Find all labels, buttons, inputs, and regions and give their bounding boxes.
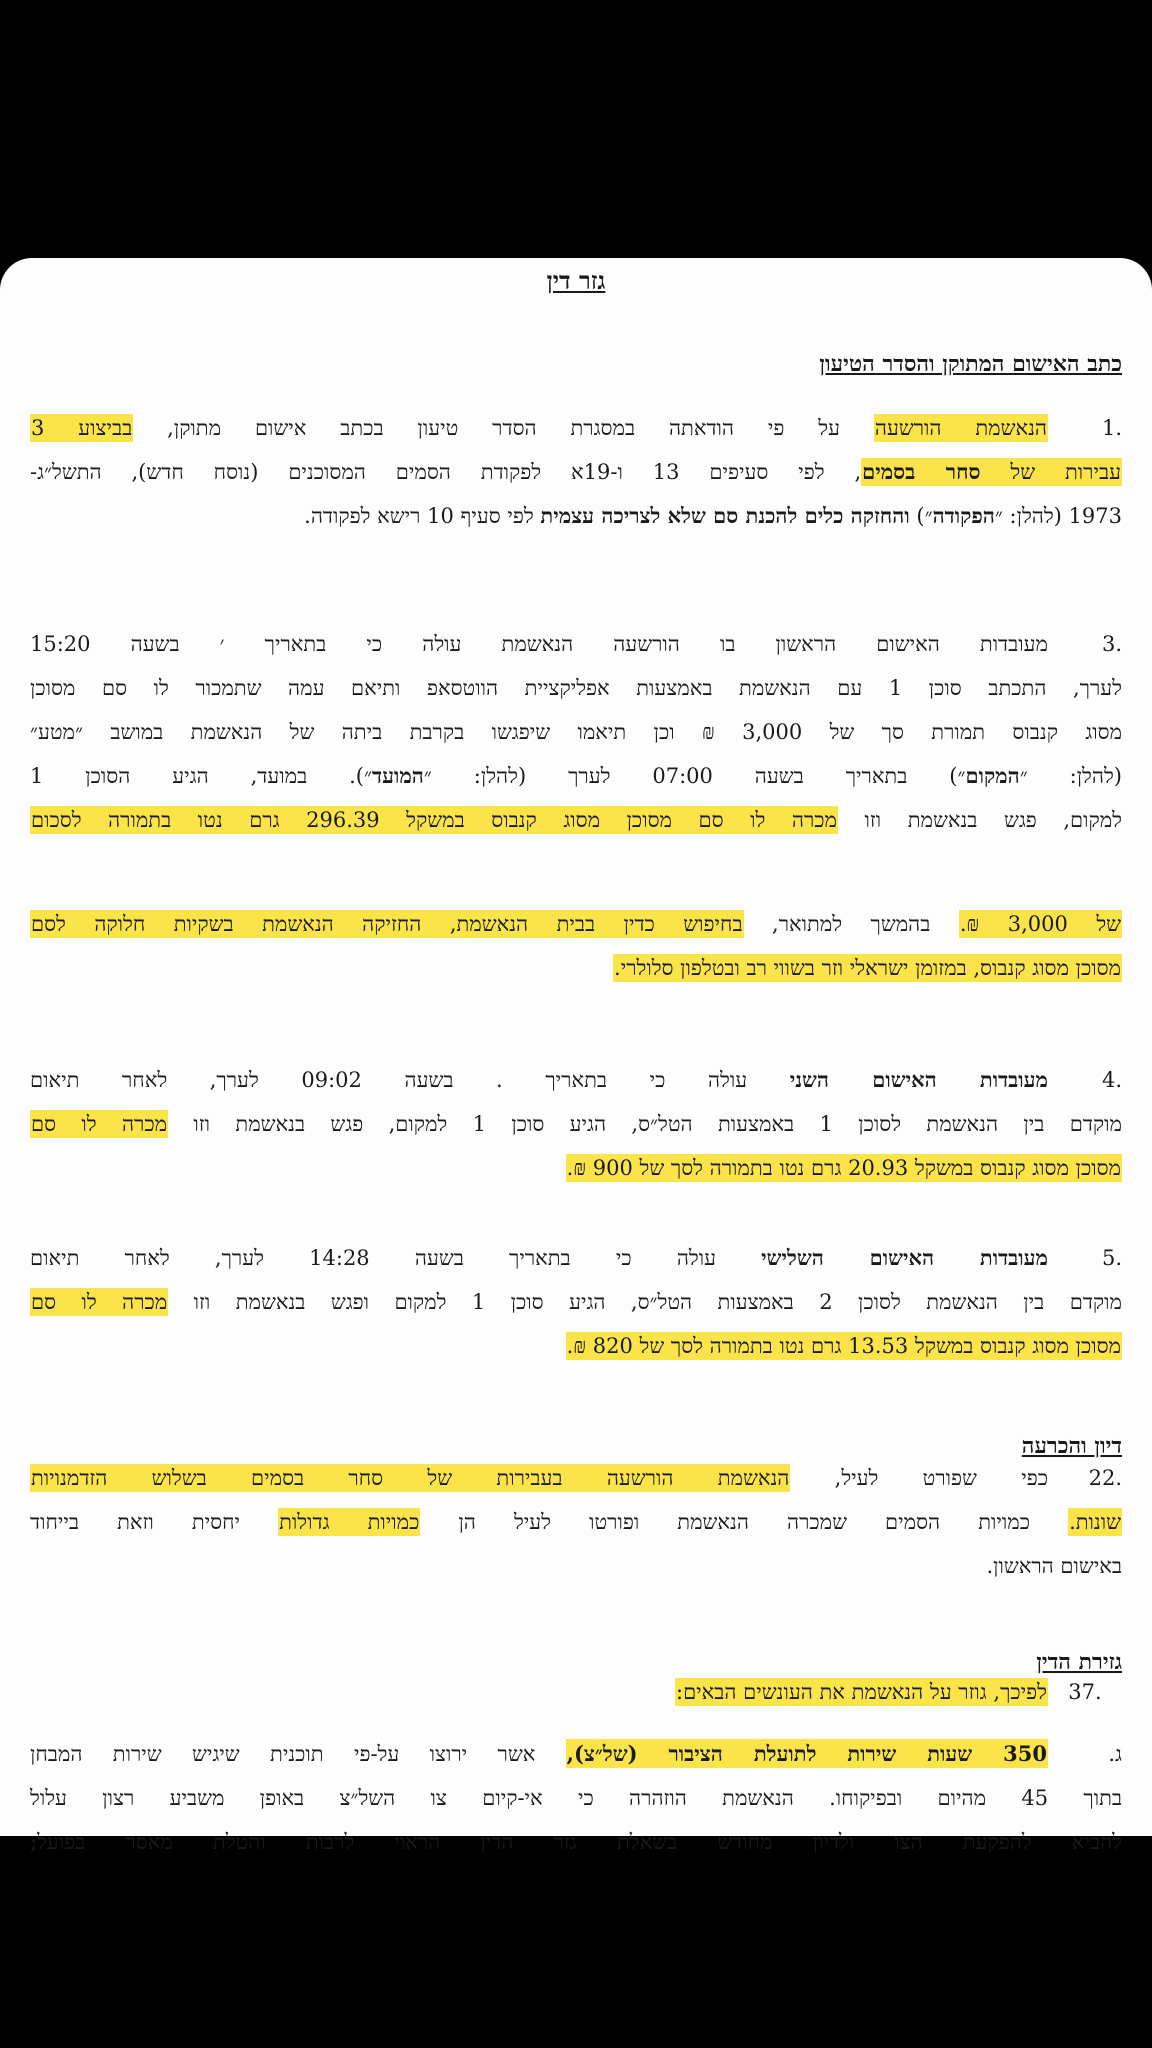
- text-run: יחסית וזאת בייחוד: [30, 1510, 279, 1534]
- text-run: , לפי סעיפים 13 ו-19א לפקודת הסמים המסוכנים (נוסח חדש), התשל״ג-: [30, 460, 862, 484]
- highlighted-text: מכרה לו סם: [31, 1112, 168, 1136]
- highlighted-text: מכרה לו סם מסוכן מסוג קנבוס במשקל 296.39 גרם נטו בתמורה לסכום: [31, 808, 837, 832]
- bold-text: מעובדות האישום השלישי: [761, 1245, 1048, 1270]
- bold-text: והחזקה כלים להכנת סם שלא לצריכה עצמית: [540, 503, 910, 528]
- document-title: גזר דין: [546, 266, 606, 295]
- text-line: להביא להפקעת הצו ולדיון מחודש בשאלת גזר הדין הראוי לרבות והטלת מאסר בפועל;: [30, 1830, 1122, 1854]
- text-run: עולה כי בתאריך . בשעה 09:02 לערך, לאחר תיאום: [30, 1068, 790, 1092]
- highlighted-text: מסוכן מסוג קנבוס במשקל 20.93 גרם נטו בתמורה לסך של 900 ₪.: [566, 1156, 1121, 1180]
- paragraph-4: [30, 1058, 1122, 1190]
- text-run: מעובדות האישום הראשון בו הורשעה הנאשמת עולה כי בתאריך ׳ בשעה 15:20: [30, 632, 1048, 656]
- text-run: עולה כי בתאריך בשעה 14:28 לערך, לאחר תיאום: [30, 1246, 762, 1270]
- section-heading-sentence: גזירת הדין: [1036, 1649, 1122, 1675]
- section-heading-indictment: כתב האישום המתוקן והסדר הטיעון: [819, 351, 1122, 377]
- paragraph-number: .5: [1101, 1246, 1122, 1270]
- paragraph-37: [30, 1670, 1122, 1714]
- highlighted-text: מסוכן מסוג קנבוס במשקל 13.53 גרם נטו בתמורה לסך של 820 ₪.: [566, 1334, 1121, 1358]
- paragraph-number: .37: [1068, 1680, 1102, 1704]
- highlighted-text: מכרה לו סם: [31, 1290, 168, 1314]
- text-line: מסוג קנבוס תמורת סך של 3,000 ₪ וכן תיאמו שיפגשו בקרבת ביתה של הנאשמת במושב ״מטע״: [30, 720, 1122, 744]
- paragraph-3-continued: [30, 902, 1122, 990]
- text-run: מוקדם בין הנאשמת לסוכן 1 באמצעות הטל״ס, הגיע סוכן 1 למקום, פגש בנאשמת וזו: [168, 1112, 1122, 1136]
- bold-text: מעובדות האישום השני: [789, 1067, 1048, 1092]
- paragraph-3: [30, 622, 1122, 842]
- paragraph-number: .22: [1088, 1466, 1122, 1490]
- text-run: כפי שפורט לעיל,: [790, 1466, 1048, 1490]
- highlighted-text: מסוכן מסוג קנבוס, במזומן ישראלי וזר בשווי רב ובטלפון סלולרי.: [614, 956, 1121, 980]
- highlighted-text: כמויות גדולות: [279, 1510, 420, 1534]
- highlighted-text: 350 שעות שירות לתועלת הציבור (של״צ),: [566, 1741, 1047, 1766]
- highlighted-text: הנאשמת הורשעה: [874, 416, 1047, 440]
- highlighted-text: שונות.: [1069, 1510, 1121, 1534]
- text-run: בהמשך למתואר,: [743, 912, 959, 936]
- highlighted-text: לפיכך, גוזר על הנאשמת את העונשים הבאים:: [676, 1680, 1047, 1704]
- paragraph-number: .1: [1101, 416, 1122, 440]
- document-page: [0, 258, 1152, 1854]
- text-line: באישום הראשון.: [986, 1554, 1122, 1578]
- text-run: אשר ירוצו על-פי תוכנית שיגיש שירות המבחן: [30, 1742, 566, 1766]
- text-line: לערך, התכתב סוכן 1 עם הנאשמת באמצעות אפליקציית הווטסאפ ותיאם עמה שתמכור לו סם מסוכן: [30, 676, 1122, 700]
- bold-text: המועד: [371, 763, 424, 788]
- paragraph-22: [30, 1456, 1122, 1588]
- paragraph-1: [30, 406, 1122, 538]
- highlighted-text: הנאשמת הורשעה בעבירות של סחר בסמים בשלוש הזדמנויות: [31, 1466, 790, 1490]
- bold-text: המקום: [965, 763, 1020, 788]
- text-line: בתוך 45 מהיום ובפיקוחו. הנאשמת הוזהרה כי אי-קיום צו השל״צ באופן משביע רצון עלול: [30, 1786, 1122, 1810]
- text-run: מוקדם בין הנאשמת לסוכן 2 באמצעות הטל״ס, הגיע סוכן 1 למקום ופגש בנאשמת וזו: [168, 1290, 1122, 1314]
- highlighted-text: של 3,000 ₪.: [959, 912, 1122, 936]
- text-run: ״): [909, 504, 933, 528]
- highlighted-text: [861, 458, 1122, 486]
- text-run: (להלן: ״: [1019, 764, 1122, 788]
- text-run: ״) בתאריך בשעה 07:00 לערך (להלן: ״: [423, 764, 966, 788]
- bold-text: הפקודה: [932, 503, 995, 528]
- text-run: עבירות של: [980, 460, 1121, 484]
- paragraph-5: [30, 1236, 1122, 1368]
- highlighted-text: בביצוע 3: [31, 416, 133, 440]
- text-run: 1973 (להלן: ״: [994, 504, 1122, 528]
- text-run: כמויות הסמים שמכרה הנאשמת ופורטו לעיל הן: [420, 1510, 1069, 1534]
- paragraph-g: [30, 1732, 1122, 1864]
- text-run: על פי הודאתה במסגרת הסדר טיעון בכתב אישום מתוקן,: [133, 416, 874, 440]
- paragraph-number: ג.: [1108, 1742, 1122, 1766]
- highlighted-text: בחיפוש כדין בבית הנאשמת, החזיקה הנאשמת בשקיות חלוקה לסם: [31, 912, 743, 936]
- section-heading-discussion: דיון והכרעה: [1021, 1433, 1122, 1459]
- paragraph-number: .4: [1101, 1068, 1122, 1092]
- text-run: ״). במועד, הגיע הסוכן 1: [30, 764, 372, 788]
- bold-text: סחר בסמים: [862, 459, 981, 484]
- text-run: למקום, פגש בנאשמת וזו: [838, 808, 1122, 832]
- text-run: לפי סעיף 10 רישא לפקודה.: [304, 504, 541, 528]
- paragraph-number: .3: [1101, 632, 1122, 656]
